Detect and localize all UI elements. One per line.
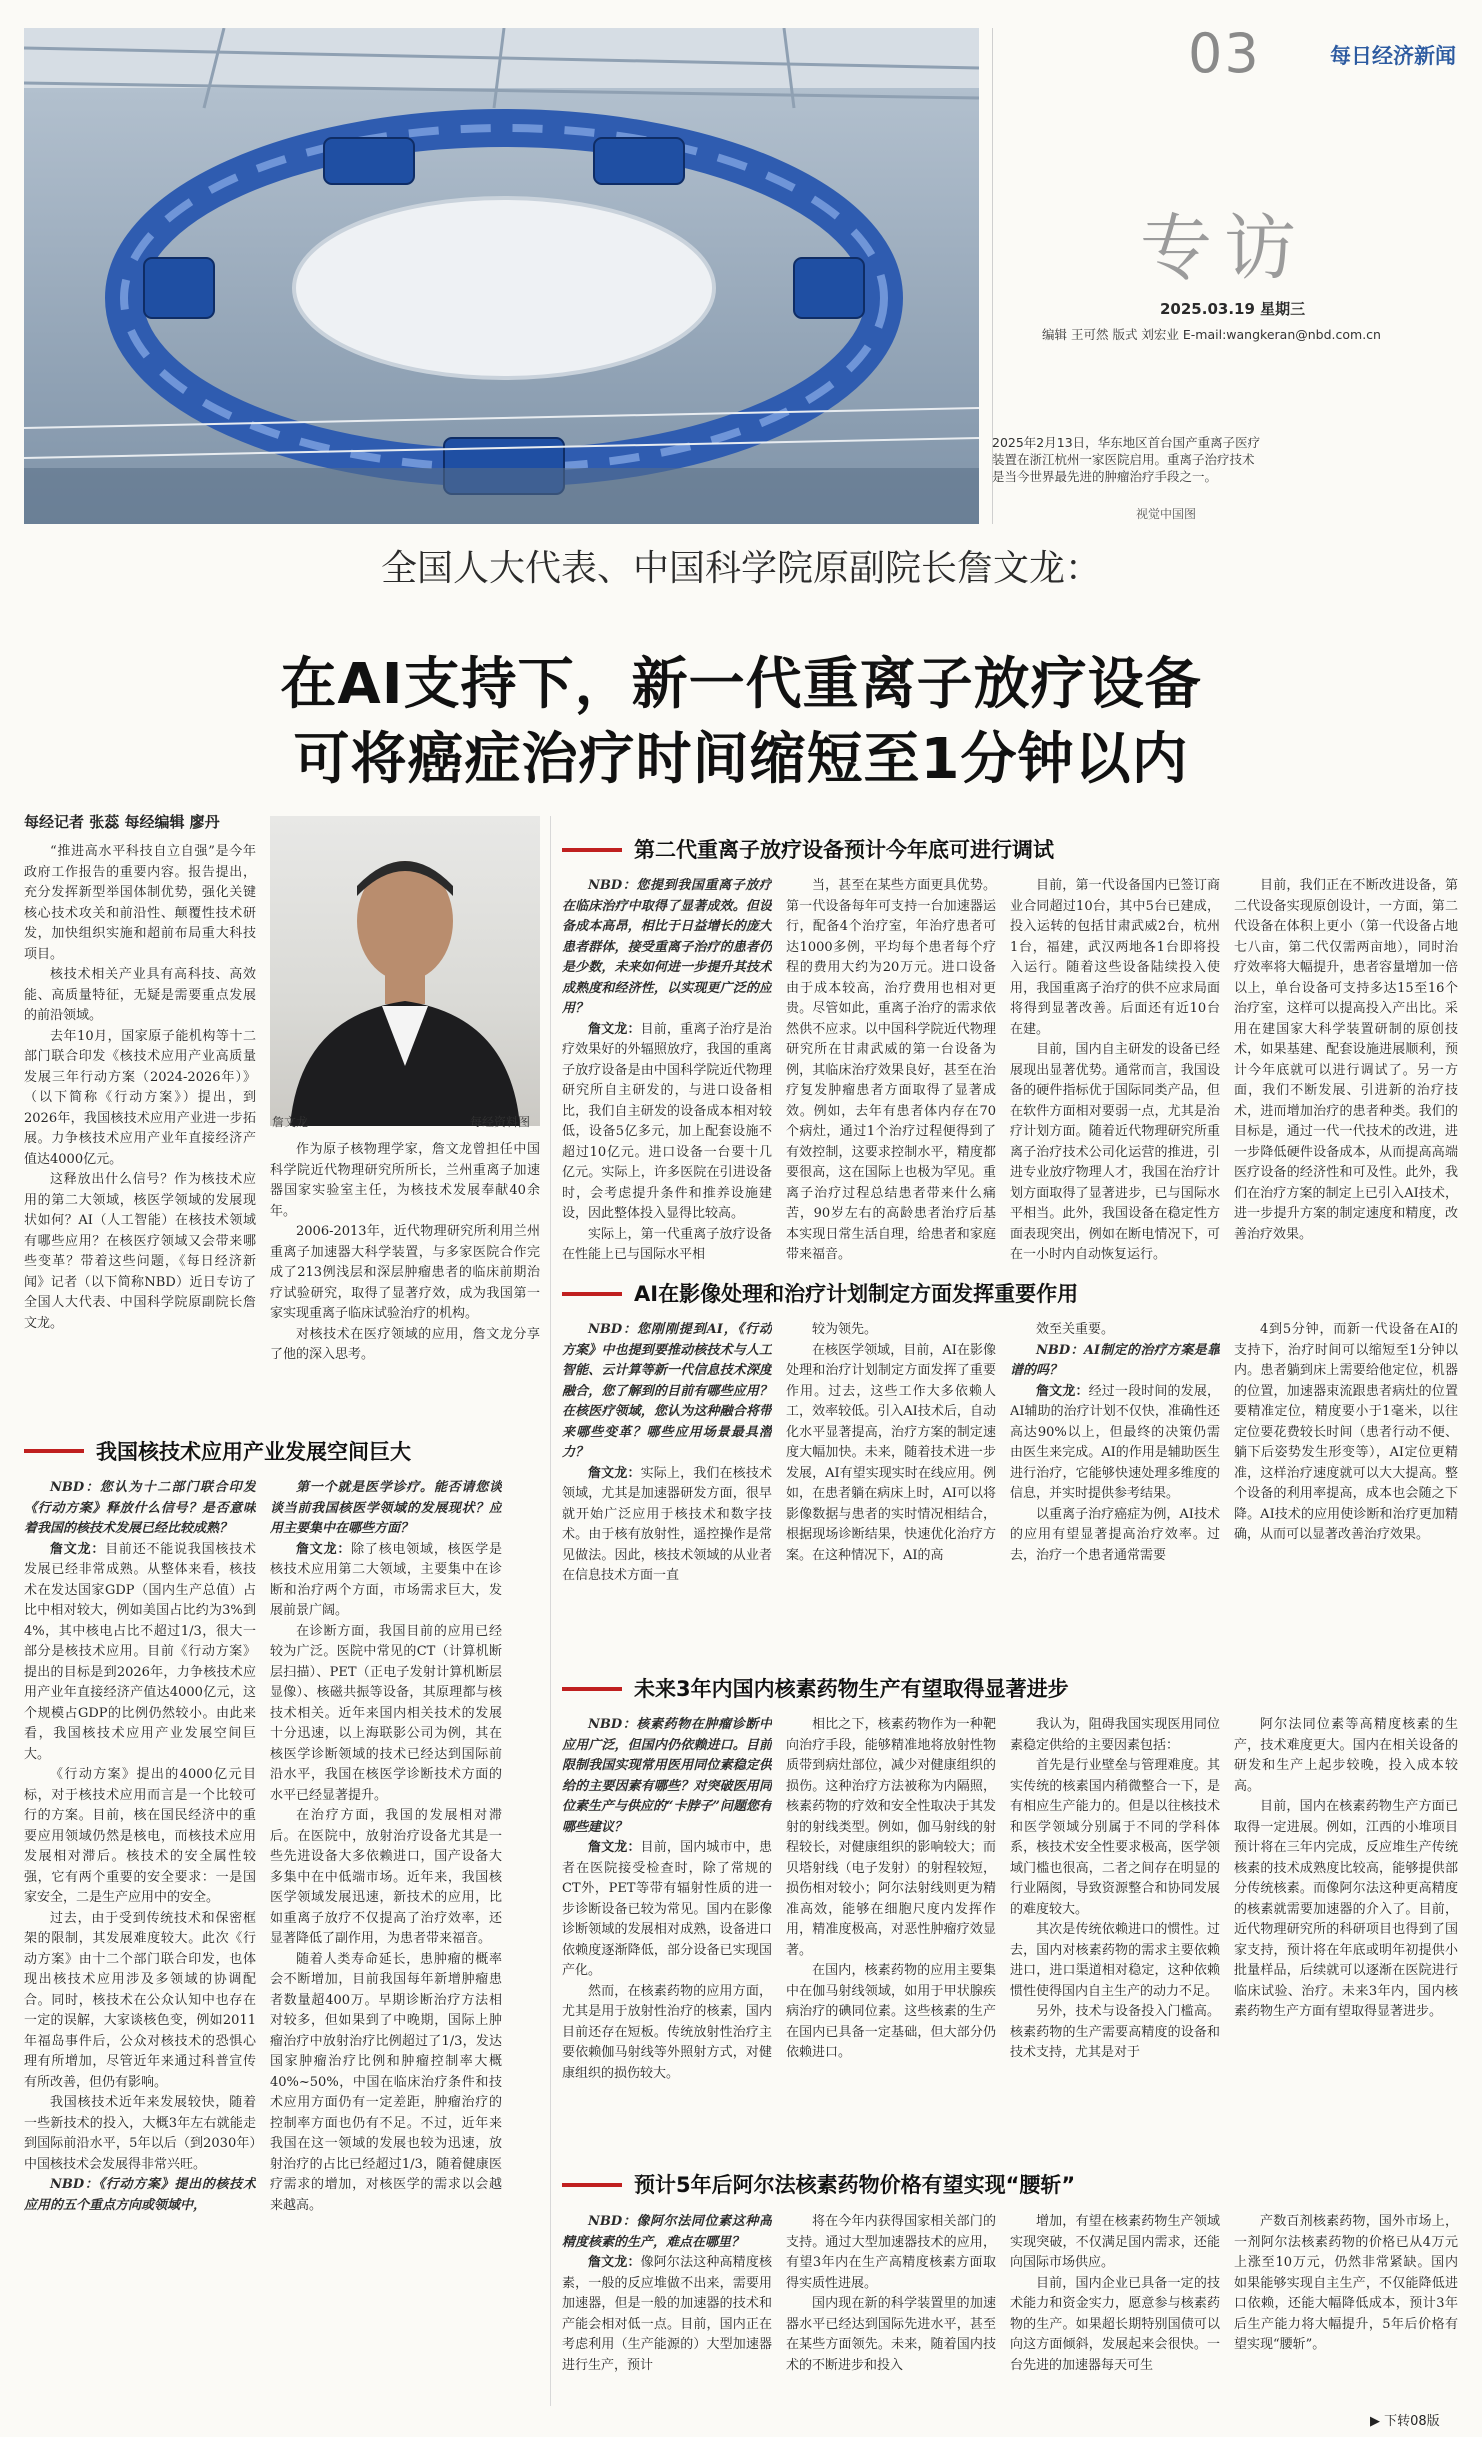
speaker-label: 詹文龙： — [588, 2255, 641, 2270]
section-5-column-1 — [562, 2212, 772, 2402]
answer-text: 其次是传统依赖进口的惯性。过去，国内对核素药物的需求主要依赖进口，进口渠道相对稳定，这种依赖惯性使得国内自主生产的动力不足。 — [1010, 1922, 1220, 1999]
headline-line-2: 可将癌症治疗时间缩短至1分钟以内 — [293, 727, 1189, 792]
column-divider — [550, 816, 551, 2406]
answer-text: 将在今年内获得国家相关部门的支持。通过大型加速器技术的应用，有望3年内在生产高精度核素方面取得实质性进展。 — [786, 2214, 996, 2291]
interview-answer — [1234, 2212, 1458, 2356]
answer-text: 在国内，核素药物的应用主要集中在伽马射线领域，如用于甲状腺疾病治疗的碘同位素。这些核素的生产在国内已具备一定基础，但大部分仍依赖进口。 — [786, 1963, 996, 2060]
interview-answer — [562, 1838, 772, 1982]
answer-text: 然而，在核素药物的应用方面，尤其是用于放射性治疗的核素，国内目前还存在短板。传统放射性治疗主要依赖伽马射线等外照射方式，对健康组织的损伤较大。 — [562, 1983, 772, 2081]
answer-text: 4到5分钟，而新一代设备在AI的支持下，治疗时间可以缩短至1分钟以内。患者躺到床上需要给他定位，机器的位置，加速器束流跟患者病灶的位置要精准定位，精度要小于1毫米，以往定位要花费较长时间（患者行动不便、躺下后姿势发生形变等），AI定位更精准，这样治疗速度就可以大大提高。整个设备的利用率提高，成本也会随之下降。AI技术的应用使诊断和治疗更加精确，从而可以显著改善治疗效果。 — [1234, 1322, 1458, 1542]
interview-answer — [1010, 2212, 1220, 2274]
section-4-bar — [562, 1687, 622, 1691]
section-5-column-3 — [1010, 2212, 1220, 2402]
section-4-column-3 — [1010, 1715, 1220, 2163]
interview-answer — [270, 1540, 502, 1622]
answer-text: 目前，国内在核素药物生产方面已取得一定进展。例如，江西的小堆项目预计将在三年内完成，反应堆生产传统核素的技术成熟度比较高，能够提供部分传统核素。而像阿尔法这种更高精度的核素就需要加速器的介入了。目前，近代物理研究所的科研项目也得到了国家支持，预计将在年底或明年初提供小批量样品，后续就可以逐渐在医院进行临床试验、治疗。未来3年内，国内核素药物生产方面有望取得显著进步。 — [1234, 1799, 1458, 2019]
interview-answer — [562, 1982, 772, 2085]
answer-text: 在核医学领域，目前，AI在影像处理和治疗计划制定方面发挥了重要作用。过去，这些工作大多依赖人工，效率较低。引入AI技术后，自动化水平显著提高，治疗方案的制定速度大幅加快。未来，随着技术进一步发展，AI有望实现实时在线应用。例如，在患者躺在病床上时，AI可以将影像数据与患者的实时情况相结合，根据现场诊断结果，快速优化治疗方案。在这种情况下，AI的高 — [786, 1342, 996, 1563]
interview-answer — [1010, 876, 1220, 1040]
section-title: 专访 — [1140, 206, 1309, 290]
interview-question: 第一个就是医学诊疗。能否请您谈谈当前我国核医学领域的发展现状？应用主要集中在哪些方面？ — [270, 1480, 502, 1536]
interview-answer — [24, 1909, 256, 2094]
interview-question: NBD：《行动方案》提出的核技术应用的五个重点方向或领域中， — [24, 2177, 256, 2213]
answer-text: 过去，由于受到传统技术和保密框架的限制，其发展难度较大。此次《行动方案》由十二个部门联合印发，也体现出核技术应用涉及多领域的协调配合。同时，核技术在公众认知中也存在一定的误解，大家谈核色变，例如2011年福岛事件后，公众对核技术的恐惧心理有所增加，尽管近年来通过科普宣传有所改善，但仍有影响。 — [24, 1910, 256, 2090]
answer-text: 效至关重要。 — [1036, 1322, 1115, 1337]
heavy-ion-facility-illustration — [24, 28, 979, 524]
answer-text: 我认为，阻碍我国实现医用同位素稳定供给的主要因素包括： — [1010, 1717, 1220, 1753]
interview-answer — [786, 2212, 996, 2294]
interview-answer — [1010, 2002, 1220, 2064]
interview-answer — [786, 1320, 996, 1341]
interview-answer — [562, 2253, 772, 2376]
answer-text: 产数百剂核素药物，国外市场上，一剂阿尔法核素药物的价格已从4万元上涨至10万元，仍然非常紧缺。国内如果能够实现自主生产，不仅能降低进口依赖，还能大幅降低成本，预计3年后生产能力将大幅提升，5年后价格有望实现“腰斩”。 — [1234, 2214, 1458, 2352]
interview-answer — [270, 1950, 502, 2217]
interview-answer — [1010, 1715, 1220, 1756]
answer-text: 实际上，第一代重离子放疗设备在性能上已与国际水平相 — [562, 1226, 772, 1262]
editor-credits: 编辑 王可然 版式 刘宏业 E-mail:wangkeran@nbd.com.cn — [1042, 327, 1381, 342]
intro-column-1 — [24, 842, 256, 1432]
section-2-column-2 — [786, 876, 996, 1271]
answer-text: 以重离子治疗癌症为例，AI技术的应用有望显著提高治疗效率。过去，治疗一个患者通常需要 — [1010, 1506, 1220, 1563]
section-5-bar — [562, 2183, 622, 2187]
speaker-label: 詹文龙： — [296, 1541, 352, 1557]
portrait-caption: 詹文龙 — [272, 1115, 309, 1129]
interview-answer — [786, 1715, 996, 1961]
paragraph: 核技术相关产业具有高科技、高效能、高质量特征，无疑是需要重点发展的前沿领域。 — [24, 967, 256, 1023]
interview-question: NBD：核素药物在肿瘤诊断中应用广泛，但国内仍依赖进口。目前限制我国实现常用医用同位素稳定供给的主要因素有哪些？对突破医用同位素生产与供应的“卡脖子”问题您有哪些建议？ — [562, 1717, 772, 1835]
byline: 每经记者 张蕊 每经编辑 廖丹 — [24, 813, 220, 831]
answer-text: 相比之下，核素药物作为一种靶向治疗手段，能够精准地将放射性物质带到病灶部位，减少对健康组织的损伤。这种治疗方法被称为内隔照，核素药物的疗效和安全性取决于其发射的射线类型。例如，伽马射线的射程较长，对健康组织的影响较大；而贝塔射线（电子发射）的射程较短，损伤相对较小；阿尔法射线则更为精准高效，能够在细胞尺度内发挥作用，精准度极高，对恶性肿瘤疗效显著。 — [786, 1717, 996, 1958]
answer-text: 国内现在新的科学装置里的加速器水平已经达到国际先进水平，甚至在某些方面领先。未来，随着国内技术的不断进步和投入 — [786, 2296, 996, 2373]
photo-credit: 视觉中国图 — [1136, 507, 1197, 521]
speaker-label: 詹文龙： — [588, 1840, 641, 1855]
section-4-column-1 — [562, 1715, 772, 2163]
interview-answer — [1010, 1920, 1220, 2002]
section-4-column-4 — [1234, 1715, 1458, 2163]
answer-text: 目前，国内城市中，患者在医院接受检查时，除了常规的CT外，PET等带有辐射性质的进一步诊断设备已较为常见。国内在影像诊断领域的发展相对成熟，设备进口依赖度逐渐降低，部分设备已实现国产化。 — [562, 1840, 772, 1978]
section-5-column-2 — [786, 2212, 996, 2402]
answer-text: 首先是行业壁垒与管理难度。其实传统的核素国内稍微整合一下，是有相应生产能力的。但是以往核技术和医学领域分别属于不同的学科体系，核技术安全性要求极高，医学领域门槛也很高，二者之间存在明显的行业隔阂，导致资源整合和协同发展的难度较大。 — [1010, 1758, 1220, 1917]
answer-text: 目前，国内自主研发的设备已经展现出显著优势。通常而言，我国设备的硬件指标优于国际同类产品，但在软件方面相对要弱一点，尤其是治疗计划方面。随着近代物理研究所重离子治疗技术公司化运营的推进，引进专业放疗物理人才，我国在治疗计划方面取得了显著进步，已与国际水平相当。此外，我国设备在稳定性方面表现突出，例如在断电情况下，可在一小时内自动恢复运行。 — [1010, 1042, 1220, 1262]
section-1-heading: 我国核技术应用产业发展空间巨大 — [96, 1440, 411, 1464]
paragraph: “推进高水平科技自立自强”是今年政府工作报告的重要内容。报告提出，充分发挥新型举国体制优势，强化关键核心技术攻关和前沿性、颠覆性技术研发，加快组织实施和超前布局重大科技项目。 — [24, 844, 256, 962]
section-2-column-3 — [1010, 876, 1220, 1271]
intro-column-2 — [270, 1140, 540, 1440]
interview-answer — [1234, 1320, 1458, 1546]
answer-text: 《行动方案》提出的4000亿元目标，对于核技术应用而言是一个比较可行的方案。目前，核在国民经济中的重要应用领域仍然是核电，而核技术应用发展相对滞后。核技术的安全属性较强，它有两个重要的安全要求：一是国家安全，二是生产应用中的安全。 — [24, 1767, 256, 1905]
interview-answer — [1010, 1382, 1220, 1505]
answer-text: 目前，我们正在不断改进设备，第二代设备实现原创设计，一方面，第二代设备在体积上更小（第一代设备占地七八亩，第二代仅需两亩地），同时治疗效率将大幅提升，患者容量增加一倍以上，单台设备可支持多达15至16个治疗室，这样可以提高投入产出比。采用在建国家大科学装置研制的原创技术，如果基建、配套设施进展顺利，预计今年底就可以进行调试了。另一方面，我们不断发展、引进新的治疗技术，进而增加治疗的患者种类。我们的目标是，通过一代一代技术的改进，进一步降低硬件设备成本，从而提高高端医疗设备的经济性和可及性。此外，我们在治疗方案的制定上已引入AI技术，进一步提升方案的制定速度和精度，改善治疗效果。 — [1234, 878, 1458, 1242]
section-2-column-4 — [1234, 876, 1458, 1271]
section-1-bar — [24, 1449, 84, 1453]
interview-question: NBD：您提到我国重离子放疗在临床治疗中取得了显著成效。但设备成本高昂，相比于日益增长的庞大患者群体，接受重离子治疗的患者仍是少数，未来如何进一步提升其技术成熟度和经济性，以实现更广泛的应用？ — [562, 878, 772, 1016]
answer-text: 在诊断方面，我国目前的应用已经较为广泛。医院中常见的CT（计算机断层扫描）、PET（正电子发射计算机断层显像）、核磁共振等设备，其原理都与核技术相关。近年来国内相关技术的发展十分迅速，以上海联影公司为例，其在核医学诊断领域的技术已经达到国际前沿水平，我国在核医学诊断技术方面的水平已经显著提升。 — [270, 1623, 502, 1803]
answer-text: 经过一段时间的发展，AI辅助的治疗计划不仅快，准确性还高达90%以上，但最终的决策仍需由医生来完成。AI的作用是辅助医生进行治疗，它能够快速处理多维度的信息，并实时提供参考结果。 — [1010, 1383, 1220, 1501]
answer-text: 在治疗方面，我国的发展相对滞后。在医院中，放射治疗设备尤其是一些先进设备大多依赖进口，国产设备大多集中在中低端市场。近年来，我国核医学领域发展迅速，新技术的应用，比如重离子放疗不仅提高了治疗效率，还显著降低了副作用，为患者带来福音。 — [270, 1808, 502, 1946]
interview-answer — [786, 1961, 996, 2064]
section-4-heading: 未来3年内国内核素药物生产有望取得显著进步 — [634, 1677, 1069, 1701]
section-3-column-4 — [1234, 1320, 1458, 1668]
section-3-column-1 — [562, 1320, 772, 1668]
interview-answer — [1234, 1797, 1458, 2023]
answer-text: 目前，国内企业已具备一定的技术能力和资金实力，愿意参与核素药物的生产。如果超长期特别国债可以向这方面倾斜，发展起来会很快。一台先进的加速器每天可生 — [1010, 2275, 1220, 2373]
issue-date: 2025.03.19 星期三 — [1160, 300, 1306, 318]
photo-caption: 2025年2月13日，华东地区首台国产重离子医疗装置在浙江杭州一家医院启用。重离子治疗技术是当今世界最先进的肿瘤治疗手段之一。 — [992, 435, 1261, 484]
section-2-heading: 第二代重离子放疗设备预计今年底可进行调试 — [634, 838, 1054, 862]
interview-question: NBD：您认为十二部门联合印发《行动方案》释放什么信号？是否意味着我国的核技术发展已经比较成熟？ — [24, 1480, 256, 1536]
paragraph: 2006-2013年，近代物理研究所利用兰州重离子加速器大科学装置，与多家医院合作完成了213例浅层和深层肿瘤患者的临床前期治疗试验研究，取得了显著疗效，成为我国第一家实现重离子临床试验治疗的机构。 — [270, 1224, 540, 1321]
portrait-credit: 每经资料图 — [470, 1115, 531, 1129]
answer-text: 实际上，我们在核技术领域，尤其是加速器研发方面，很早就开始广泛应用于核技术和数字技术。由于核有放射性，遥控操作是常见做法。因此，核技术领域的从业者在信息技术方面一直 — [562, 1465, 772, 1583]
section-3-heading: AI在影像处理和治疗计划制定方面发挥重要作用 — [634, 1282, 1079, 1306]
answer-text: 我国核技术近年来发展较快，随着一些新技术的投入，大概3年左右就能走到国际前沿水平，5年以后（到2030年）中国核技术会发展得非常兴旺。 — [24, 2095, 256, 2172]
portrait-person-icon — [270, 816, 540, 1126]
interview-answer — [786, 876, 996, 1266]
paper-name: 每日经济新闻 — [1330, 44, 1456, 68]
page-number: 03 — [1188, 22, 1261, 85]
answer-text: 随着人类寿命延长，患肿瘤的概率会不断增加，目前我国每年新增肿瘤患者数量超400万。早期诊断治疗方法相对较多，但如果到了中晚期，国际上肿瘤治疗中放射治疗比例超过了1/3，发达国家肿瘤治疗比例和肿瘤控制率大概40%~50%，中国在临床治疗条件和技术应用方面仍有一定差距，肿瘤治疗的控制率方面也仍有不足。不过，近年来我国在这一领域的发展也较为迅速，放射治疗的占比已经超过1/3，随着健康医疗需求的增加，对核医学的需求以会越来越高。 — [270, 1951, 502, 2213]
section-2-bar — [562, 848, 622, 852]
section-2-column-1 — [562, 876, 772, 1271]
interview-answer — [1010, 1505, 1220, 1567]
answer-text: 目前，第一代设备国内已签订商业合同超过10台，其中5台已建成，投入运转的包括甘肃武威2台，杭州1台，福建，武汉两地各1台即将投入运行。随着这些设备陆续投入使用，我国重离子治疗的供不应求局面将得到显著改善。后面还有近10台在建。 — [1010, 878, 1220, 1037]
paragraph: 对核技术在医疗领域的应用，詹文龙分享了他的深入思考。 — [270, 1326, 540, 1362]
speaker-label: 詹文龙： — [50, 1541, 106, 1557]
interview-answer — [562, 1225, 772, 1266]
interview-answer — [1234, 876, 1458, 1245]
paragraph: 作为原子核物理学家，詹文龙曾担任中国科学院近代物理研究所所长，兰州重离子加速器国家实验室主任，为核技术发展奉献40余年。 — [270, 1142, 540, 1219]
interview-answer — [786, 1341, 996, 1567]
speaker-label: 詹文龙： — [588, 1465, 641, 1481]
portrait-photo — [270, 816, 540, 1126]
section-4-column-2 — [786, 1715, 996, 2163]
interview-answer — [24, 1540, 256, 1766]
header-photo — [24, 28, 979, 524]
answer-text: 除了核电领域，核医学是核技术应用第二大领域，主要集中在诊断和治疗两个方面，市场需求巨大，发展前景广阔。 — [270, 1541, 502, 1618]
answer-text: 增加，有望在核素药物生产领域实现突破，不仅满足国内需求，还能向国际市场供应。 — [1010, 2214, 1220, 2270]
interview-answer — [24, 2093, 256, 2175]
section-1-column-1 — [24, 1478, 256, 2398]
headline-kicker: 全国人大代表、中国科学院原副院长詹文龙： — [380, 548, 1101, 589]
answer-text: 另外，技术与设备投入门槛高。核素药物的生产需要高精度的设备和技术支持，尤其是对于 — [1010, 2004, 1220, 2060]
interview-question: NBD：您刚刚提到AI，《行动方案》中也提到要推动核技术与人工智能、云计算等新一代信息技术深度融合，您了解到的目前有哪些应用？在核医疗领域，您认为这种融合将带来哪些变革？哪些应用场景最具潜力？ — [562, 1322, 772, 1460]
interview-answer — [1010, 1320, 1220, 1341]
section-3-column-3 — [1010, 1320, 1220, 1668]
speaker-label: 詹文龙： — [1036, 1383, 1089, 1399]
interview-answer — [1010, 1756, 1220, 1920]
answer-text: 目前，重离子治疗是治疗效果好的外辐照放疗，我国的重离子放疗设备是由中国科学院近代物理研究所自主研发的，与进口设备相比，我们自主研发的设备成本相对较低，设备5亿多元，加上配套设施不超过10亿元。进口设备一台要十几亿元。实际上，许多医院在引进设备时，会考虑提升条件和推养设施建设，因此整体投入显得比较高。 — [562, 1021, 772, 1221]
answer-text: 当，甚至在某些方面更具优势。第一代设备每年可支持一台加速器运行，配备4个治疗室，年治疗患者可达1000多例，平均每个患者每个疗程的费用大约为20万元。进口设备由于成本较高，治疗费用也相对更贵。尽管如此，重离子治疗的需求依然供不应求。以中国科学院近代物理研究所在甘肃武威的第一台设备为例，其临床治疗效果良好，甚至在治疗复发肿瘤患者方面取得了显著成效。例如，去年有患者体内存在70个病灶，通过1个治疗过程便得到了有效控制，这要求控制水平，精度都要很高，这在国际上也极为罕见。重离子治疗过程总结患者带来什么痛苦，90岁左右的高龄患者治疗后基本实现日常生活自理，给患者和家庭带来福音。 — [786, 878, 996, 1262]
continued-on-page[interactable]: ▶ 下转08版 — [1370, 2414, 1440, 2429]
section-3-bar — [562, 1292, 622, 1296]
section-5-heading: 预计5年后阿尔法核素药物价格有望实现“腰斩” — [634, 2173, 1076, 2197]
interview-answer — [270, 1806, 502, 1950]
interview-answer — [1234, 1715, 1458, 1797]
interview-answer — [562, 1464, 772, 1587]
section-1-column-2 — [270, 1478, 502, 2398]
answer-text: 较为领先。 — [812, 1322, 878, 1337]
answer-text: 阿尔法同位素等高精度核素的生产，技术难度更大。国内在相关设备的研发和生产上起步较晚，投入成本较高。 — [1234, 1717, 1458, 1794]
interview-question: NBD：AI制定的治疗方案是靠谱的吗？ — [1010, 1342, 1220, 1378]
interview-question: NBD：像阿尔法同位素这种高精度核素的生产，难点在哪里？ — [562, 2214, 772, 2250]
interview-answer — [562, 1020, 772, 1225]
paragraph: 去年10月，国家原子能机构等十二部门联合印发《核技术应用产业高质量发展三年行动方案（2024-2026年）》（以下简称《行动方案》）提出，到2026年，我国核技术应用产业进一步拓展。力争核技术应用产业年直接经济产值达4000亿元。 — [24, 1028, 256, 1167]
paragraph: 这释放出什么信号？作为核技术应用的第二大领域，核医学领域的发展现状如何？AI（人工智能）在核技术领域有哪些应用？在核医疗领域又会带来哪些变革？带着这些问题，《每日经济新闻》记者（以下简称NBD）近日专访了全国人大代表、中国科学院原副院长詹文龙。 — [24, 1172, 256, 1331]
interview-answer — [24, 1765, 256, 1909]
interview-answer — [1010, 1040, 1220, 1266]
section-3-column-2 — [786, 1320, 996, 1668]
answer-text: 目前还不能说我国核技术发展已经非常成熟。从整体来看，核技术在发达国家GDP（国内生产总值）占比中相对较大，例如美国占比约为3%到4%，其中核电占比不超过1/3，很大一部分是核技术应用。目前《行动方案》提出的目标是到2026年，力争核技术应用产业年直接经济产值达4000亿元，这个规模占GDP的比例仍然较小。由此来看，我国核技术应用产业发展空间巨大。 — [24, 1541, 256, 1762]
section-5-column-4 — [1234, 2212, 1458, 2402]
interview-answer — [786, 2294, 996, 2376]
interview-answer — [1010, 2274, 1220, 2377]
speaker-label: 詹文龙： — [588, 1021, 641, 1037]
answer-text: 像阿尔法这种高精度核素，一般的反应堆做不出来，需要用加速器，但是一般的加速器的技术和产能会相对低一点。目前，国内正在考虑利用（生产能源的）大型加速器进行生产，预计 — [562, 2255, 772, 2373]
interview-answer — [270, 1622, 502, 1807]
headline-line-1: 在AI支持下，新一代重离子放疗设备 — [280, 652, 1202, 717]
